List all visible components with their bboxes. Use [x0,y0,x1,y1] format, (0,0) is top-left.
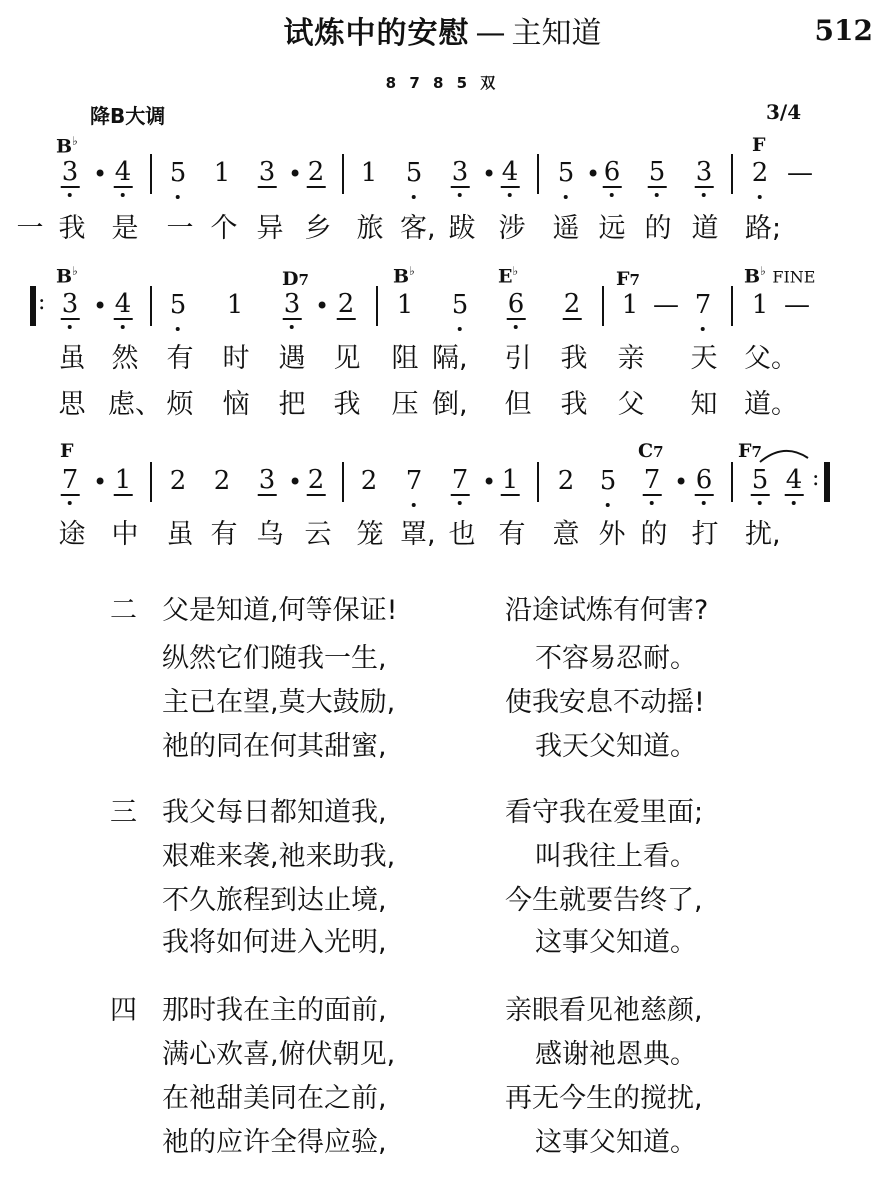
lyric: 我 [560,389,588,420]
lyric: 遥 [552,213,580,244]
note: 3 [283,290,302,320]
lyric: 道。 [744,389,798,420]
verse-line: 使我安息不动摇! [505,687,705,718]
tie-slur [756,444,812,466]
note: 2 [563,289,581,319]
note: 2 [360,466,378,496]
verse-line: 今生就要告终了, [505,885,703,916]
title-dash: — [475,16,506,51]
lyric: 途 [58,519,86,550]
lyric: 是 [111,213,139,244]
chord-symbol: F7 [616,268,640,290]
lyric: 跋 [448,213,476,244]
note: 7 [451,466,470,496]
note: 5 [170,158,187,188]
time-signature: 3/4 [766,100,802,124]
lyric: 乌 [256,519,284,550]
barline [537,154,539,194]
note: 2 [557,466,575,496]
note: 4 [114,290,133,320]
lyric: 远 [598,213,626,244]
note: 5 [406,158,423,188]
lyric: 思 [58,389,86,420]
note: 3 [695,158,714,188]
lyric: 但 [504,389,532,420]
lyric: 一 [166,213,194,244]
lyric: 然 [111,343,139,374]
note: 5 [751,466,770,496]
dot: • [674,468,689,496]
verse-line: 不久旅程到达止境, [162,885,387,916]
verse-line: 满心欢喜,俯伏朝见, [162,1039,396,1070]
lyric: 云 [304,519,332,550]
verse-line: 沿途试炼有何害? [505,595,709,626]
lyric: 隔, [432,343,468,374]
lyric: 也 [448,519,476,550]
note: 5 [452,290,469,320]
verse-line: 不容易忍耐。 [535,643,697,674]
lyric: 打 [691,519,719,550]
lyric: 把 [278,389,306,420]
note: 5 [600,466,617,496]
note: — [787,158,813,188]
barline [342,154,344,194]
verse-line: 感谢祂恩典。 [535,1039,697,1070]
note: 1 [213,158,231,188]
note: 7 [695,290,712,320]
note: — [784,290,810,320]
hymn-title-row [0,14,885,54]
dot: • [288,160,303,188]
lyric: 的 [640,519,668,550]
lyric: 意 [552,519,580,550]
chord-symbol: D7 [282,268,309,290]
barline [731,286,733,326]
lyric: 扰, [745,519,781,550]
lyric: 见 [333,343,361,374]
verse-line: 我天父知道。 [535,731,697,762]
lyric: 有 [498,519,526,550]
verse-line: 叫我往上看。 [535,841,697,872]
note: 6 [695,466,714,496]
lyric: 外 [598,519,626,550]
lyric: 个 [210,213,238,244]
hymn-subtitle: 主知道 [511,16,602,51]
chord-symbol: B♭ FINE [744,264,816,288]
note: 6 [603,158,622,188]
note: 2 [752,158,769,188]
note: 1 [751,290,769,320]
lyric: 旅 [356,213,384,244]
note: 1 [396,290,414,320]
lyric: 一 [16,213,44,244]
verse-number: 三 [110,797,137,828]
verse-line: 祂的同在何其甜蜜, [162,731,387,762]
verse-line: 我将如何进入光明, [162,927,387,958]
dot: • [93,468,108,496]
dot: • [482,160,497,188]
lyric: 中 [111,519,139,550]
verse-line: 这事父知道。 [535,927,697,958]
note: 7 [406,466,423,496]
hymn-title: 试炼中的安慰 [283,16,470,51]
note: 3 [61,290,80,320]
barline [342,462,344,502]
note: 4 [114,158,133,188]
lyric: 知 [690,389,718,420]
verse-number: 四 [110,995,137,1026]
repeat-start-barline [30,286,36,326]
note: 7 [61,466,80,496]
chord-symbol: F7 [738,440,762,462]
note: 4 [501,158,520,188]
note: 6 [507,290,526,320]
note: — [653,290,679,320]
note: 2 [307,465,325,495]
dot: • [93,160,108,188]
note: 1 [501,465,519,495]
verse-line: 主已在望,莫大鼓励, [162,687,396,718]
note: 5 [558,158,575,188]
repeat-colon: : [38,290,46,315]
chord-symbol: F [60,440,74,462]
dot: • [482,468,497,496]
note: 3 [258,465,276,495]
lyric: 有 [166,343,194,374]
note: 7 [643,466,662,496]
hymn-number: 512 [814,14,873,47]
verse-line: 纵然它们随我一生, [162,643,387,674]
lyric: 恼 [222,389,250,420]
lyric: 的 [644,213,672,244]
verse-line: 再无今生的搅扰, [505,1083,703,1114]
lyric: 虽 [58,343,86,374]
lyric: 我 [560,343,588,374]
note: 3 [451,158,470,188]
lyric: 虑、 [108,389,162,420]
lyric: 时 [222,343,250,374]
barline [376,286,378,326]
lyric: 有 [210,519,238,550]
note: 2 [213,466,231,496]
chord-symbol: F [752,134,766,156]
lyric: 倒, [432,389,468,420]
lyric: 压 [391,389,419,420]
barline [150,154,152,194]
lyric: 引 [504,343,532,374]
lyric: 遇 [278,343,306,374]
chord-symbol: B♭ [56,264,78,288]
lyric: 罩, [400,519,436,550]
repeat-end-barline [824,462,830,502]
repeat-colon: : [812,466,820,491]
chord-symbol: B♭ [393,264,415,288]
verse-line: 我父每日都知道我, [162,797,387,828]
fine-marking: FINE [772,267,816,287]
verse-line: 父是知道,何等保证! [162,595,398,626]
verse-line: 这事父知道。 [535,1127,697,1158]
chord-symbol: E♭ [498,264,519,288]
barline [731,154,733,194]
note: 5 [170,290,187,320]
note: 1 [360,158,378,188]
dot: • [288,468,303,496]
dot: • [93,292,108,320]
verse-number: 二 [110,595,137,626]
lyric: 虽 [166,519,194,550]
note: 1 [114,465,132,495]
lyric: 异 [256,213,284,244]
barline [150,462,152,502]
lyric: 客, [400,213,436,244]
verse-line: 祂的应许全得应验, [162,1127,387,1158]
note: 1 [226,290,244,320]
lyric: 我 [333,389,361,420]
lyric: 亲 [617,343,645,374]
lyric: 涉 [498,213,526,244]
note: 5 [648,158,667,188]
note: 3 [258,157,276,187]
chord-symbol: C7 [638,440,664,462]
lyric: 父。 [744,343,798,374]
verse-line: 在祂甜美同在之前, [162,1083,387,1114]
hymn-meter: 8 7 8 5 双 [385,74,500,92]
note: 2 [307,157,325,187]
lyric: 笼 [356,519,384,550]
note: 1 [621,290,639,320]
lyric: 烦 [166,389,194,420]
lyric: 乡 [304,213,332,244]
note: 2 [337,289,355,319]
chord-symbol: B♭ [56,134,78,158]
verse-line: 艰难来袭,祂来助我, [162,841,396,872]
barline [537,462,539,502]
note: 4 [785,466,804,496]
note: 2 [169,466,187,496]
barline [731,462,733,502]
dot: • [586,160,601,188]
lyric: 天 [690,343,718,374]
lyric: 父 [617,389,645,420]
key-signature: 降B大调 [90,104,166,128]
barline [602,286,604,326]
lyric: 阻 [391,343,419,374]
dot: • [315,292,330,320]
lyric: 道 [691,213,719,244]
barline [150,286,152,326]
verse-line: 亲眼看见祂慈颜, [505,995,703,1026]
lyric: 路; [745,213,782,244]
verse-line: 看守我在爱里面; [505,797,704,828]
verse-line: 那时我在主的面前, [162,995,387,1026]
note: 3 [61,158,80,188]
lyric: 我 [58,213,86,244]
